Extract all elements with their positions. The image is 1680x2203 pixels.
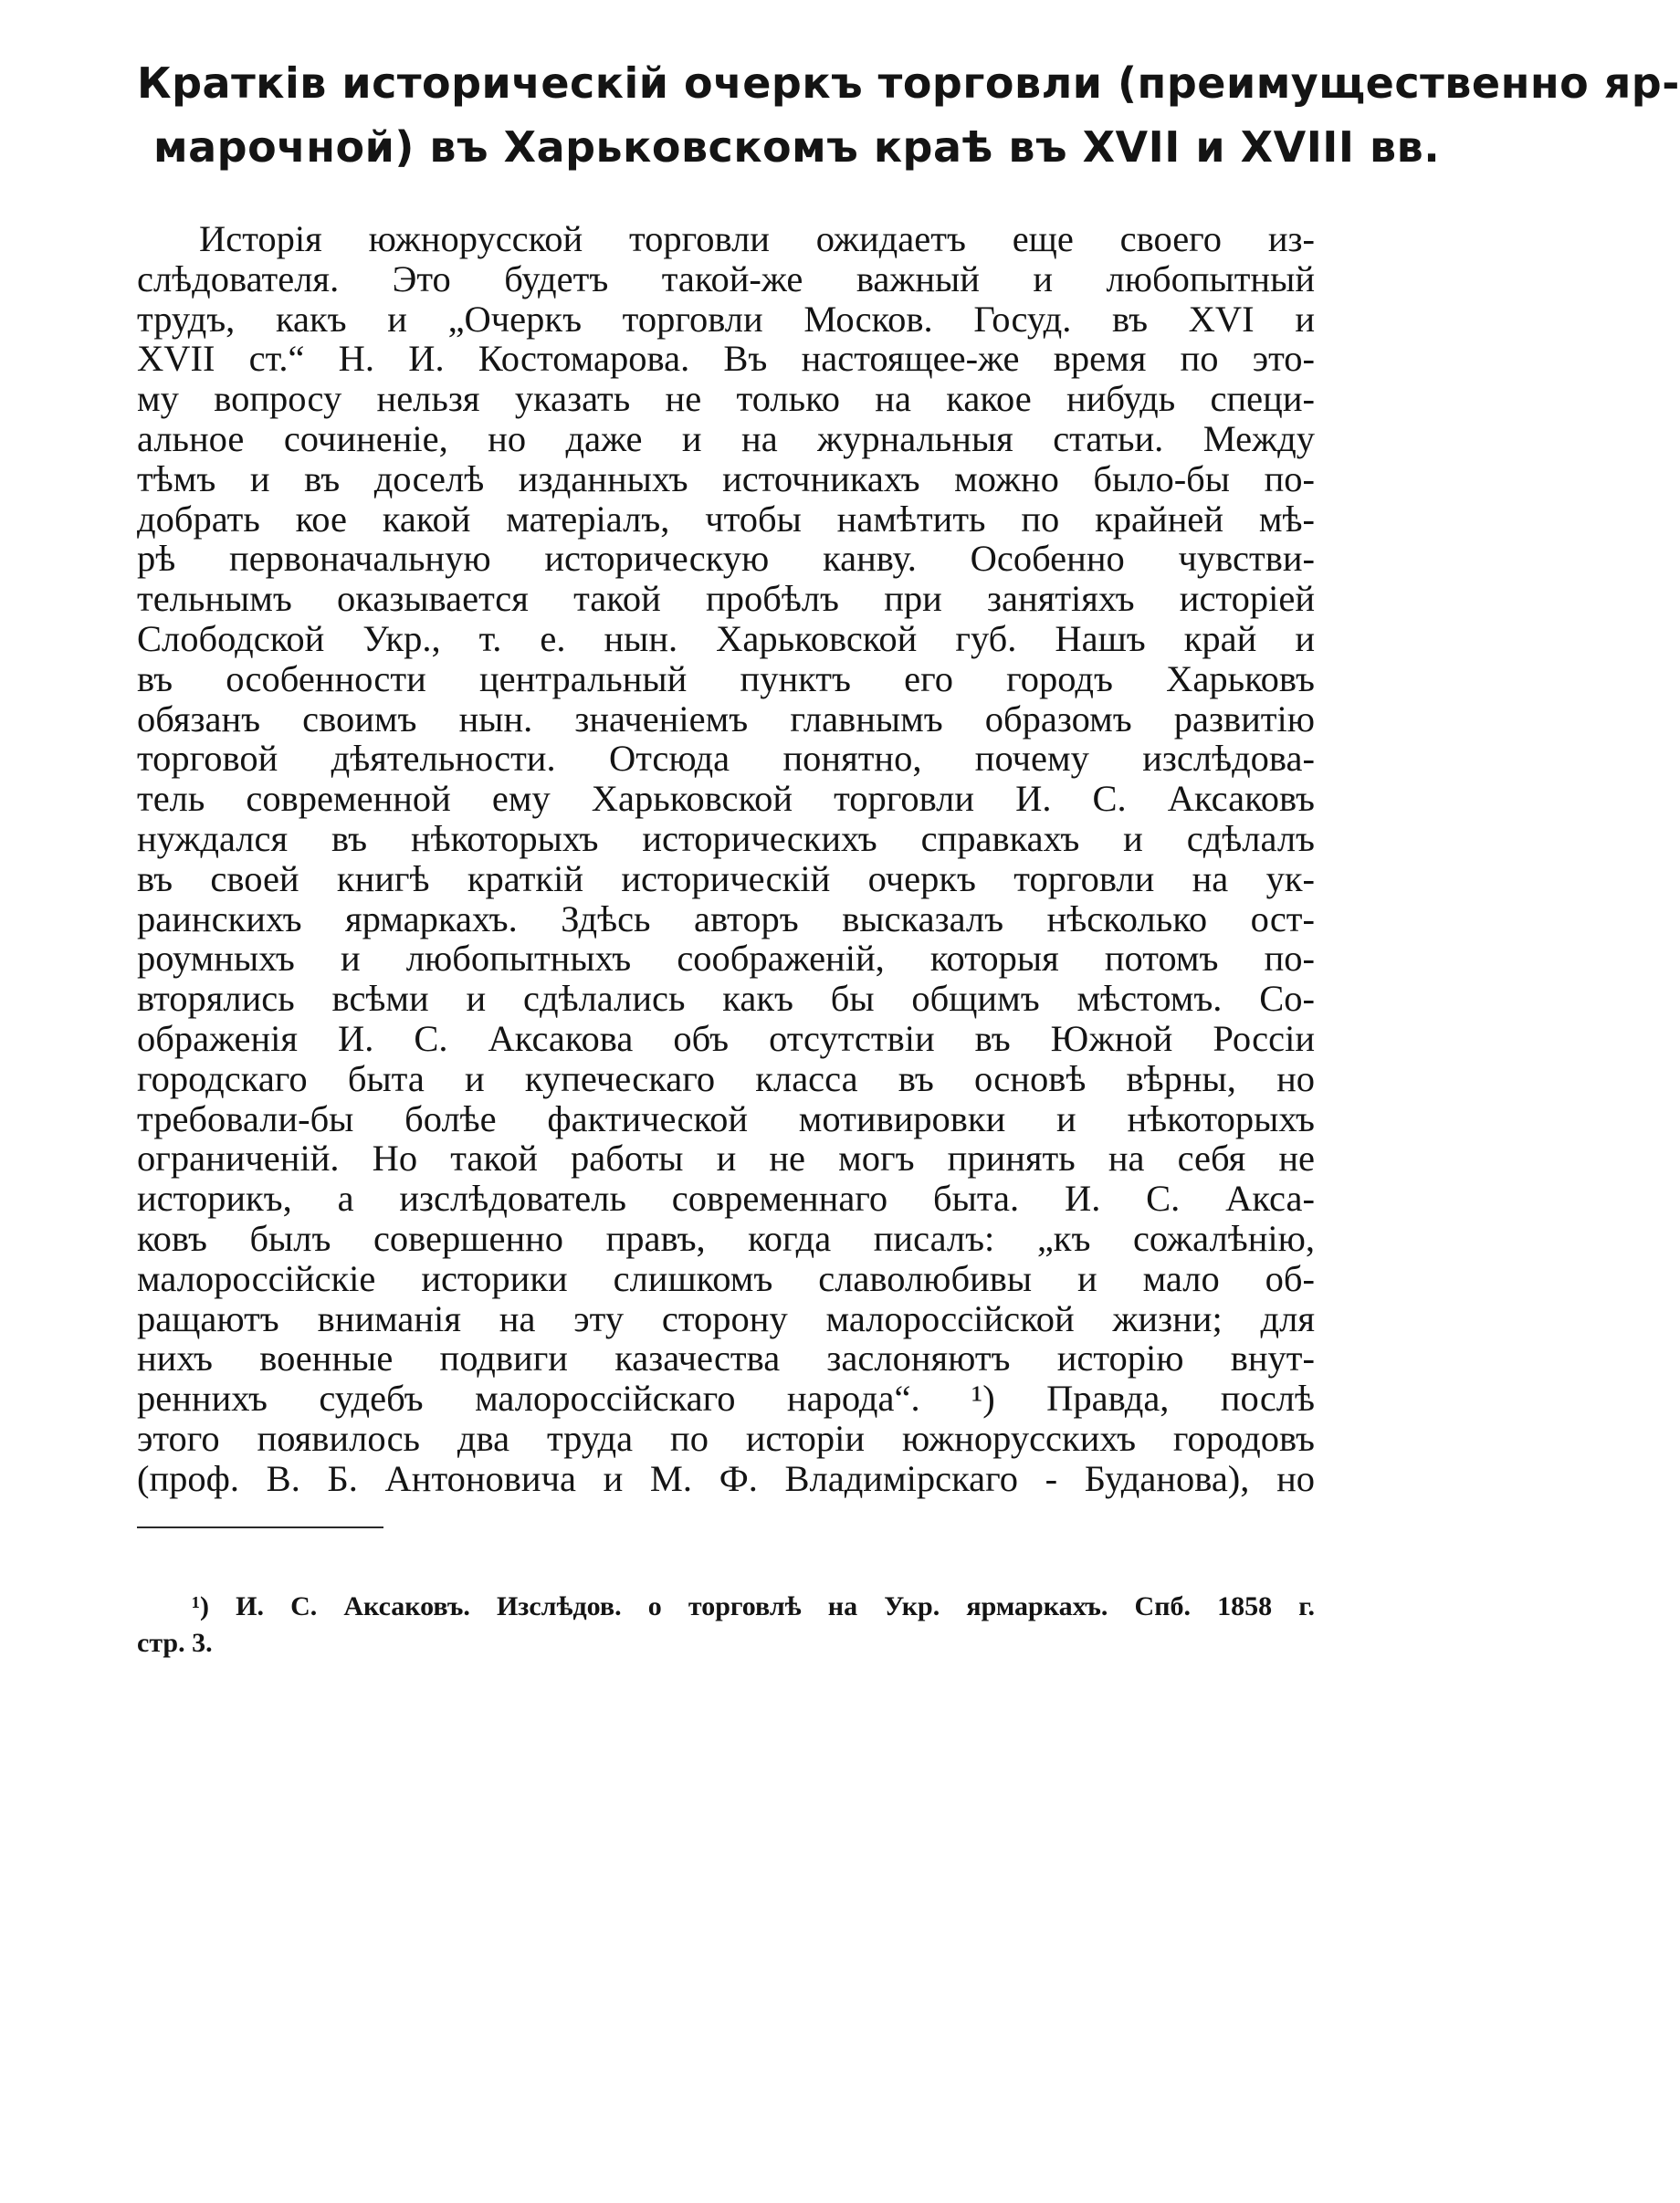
text-line: тель современной ему Харьковской торговли И. С. Аксаковъ bbox=[137, 778, 1315, 820]
text-line: нихъ военные подвиги казачества заслоняютъ исторію внут- bbox=[137, 1338, 1315, 1379]
text-line: му вопросу нельзя указать не только на какое нибудь специ- bbox=[137, 378, 1315, 420]
text-line: въ своей книгѣ краткій историческій очеркъ торговли на ук- bbox=[137, 857, 1315, 899]
text-line: слѣдователя. Это будетъ такой-же важный и любопытный bbox=[137, 257, 1315, 299]
footnote-line: ¹) И. С. Аксаковъ. Изслѣдов. о торговлѣ на Укр. ярмаркахъ. Спб. 1858 г. bbox=[192, 1591, 1315, 1621]
footnote-divider bbox=[137, 1526, 383, 1528]
text-line: тѣмъ и въ доселѣ изданныхъ источникахъ можно было-бы по- bbox=[137, 457, 1315, 499]
text-line: добрать кое какой матеріалъ, чтобы намѣтить по крайней мѣ- bbox=[137, 498, 1315, 540]
text-line: торговой дѣятельности. Отсюда понятно, почему изслѣдова- bbox=[137, 738, 1315, 780]
text-line: городскаго быта и купеческаго класса въ основѣ вѣрны, но bbox=[137, 1057, 1315, 1099]
text-line: нуждался въ нѣкоторыхъ историческихъ справкахъ и сдѣлалъ bbox=[137, 817, 1315, 859]
text-line: обязанъ своимъ нын. значеніемъ главнымъ образомъ развитію bbox=[137, 698, 1315, 740]
text-line: вторялись всѣми и сдѣлались какъ бы общимъ мѣстомъ. Со- bbox=[137, 978, 1315, 1020]
text-line: Исторія южнорусской торговли ожидаетъ еще своего из- bbox=[199, 218, 1315, 259]
text-line: тельнымъ оказывается такой пробѣлъ при занятіяхъ исторіей bbox=[137, 578, 1315, 620]
text-line: трудъ, какъ и „Очеркъ торговли Москов. Госуд. въ XVI и bbox=[137, 298, 1315, 340]
text-line: реннихъ судебъ малороссійскаго народа“. ¹) Правда, послѣ bbox=[137, 1378, 1315, 1420]
text-line: малороссійскіе историки слишкомъ славолюбивы и мало об- bbox=[137, 1257, 1315, 1299]
text-line: историкъ, а изслѣдователь современнаго быта. И. С. Акса- bbox=[137, 1178, 1315, 1220]
footnote bbox=[137, 1589, 1315, 1662]
text-line: въ особенности центральный пунктъ его городъ Харьковъ bbox=[137, 657, 1315, 699]
text-line: Слободской Укр., т. е. нын. Харьковской губ. Нашъ край и bbox=[137, 617, 1315, 659]
text-line: роумныхъ и любопытныхъ соображеній, которыя потомъ по- bbox=[137, 938, 1315, 980]
text-line: ращаютъ вниманія на эту сторону малороссійской жизни; для bbox=[137, 1297, 1315, 1339]
text-line: ограниченій. Но такой работы и не могъ принять на себя не bbox=[137, 1138, 1315, 1180]
text-line: этого появилось два труда по исторіи южнорусскихъ городовъ bbox=[137, 1417, 1315, 1459]
body-paragraph bbox=[137, 219, 1315, 1499]
text-line: XVII ст.“ Н. И. Костомарова. Въ настоящее-же время по это- bbox=[137, 338, 1315, 380]
text-line: ковъ былъ совершенно правъ, когда писалъ: „къ сожалѣнію, bbox=[137, 1217, 1315, 1259]
footnote-line: стр. 3. bbox=[137, 1628, 213, 1658]
text-line: альное сочиненіе, но даже и на журнальныя статьи. Между bbox=[137, 417, 1315, 459]
title-line: Кратків историческій очеркъ торговли (преимущественно яр- bbox=[137, 58, 1680, 108]
text-line: раинскихъ ярмаркахъ. Здѣсь авторъ высказалъ нѣсколько ост- bbox=[137, 897, 1315, 939]
title-line: марочной) въ Харьковскомъ краѣ въ XVII и XVIII вв. bbox=[153, 122, 1441, 172]
document-title bbox=[137, 51, 1680, 179]
text-line: рѣ первоначальную историческую канву. Особенно чувстви- bbox=[137, 538, 1315, 580]
text-line: требовали-бы болѣе фактической мотивировки и нѣкоторыхъ bbox=[137, 1097, 1315, 1139]
text-line: (проф. В. Б. Антоновича и М. Ф. Владимірскаго - Буданова), но bbox=[137, 1457, 1315, 1499]
text-line: ображенія И. С. Аксакова объ отсутствіи въ Южной Россіи bbox=[137, 1017, 1315, 1059]
